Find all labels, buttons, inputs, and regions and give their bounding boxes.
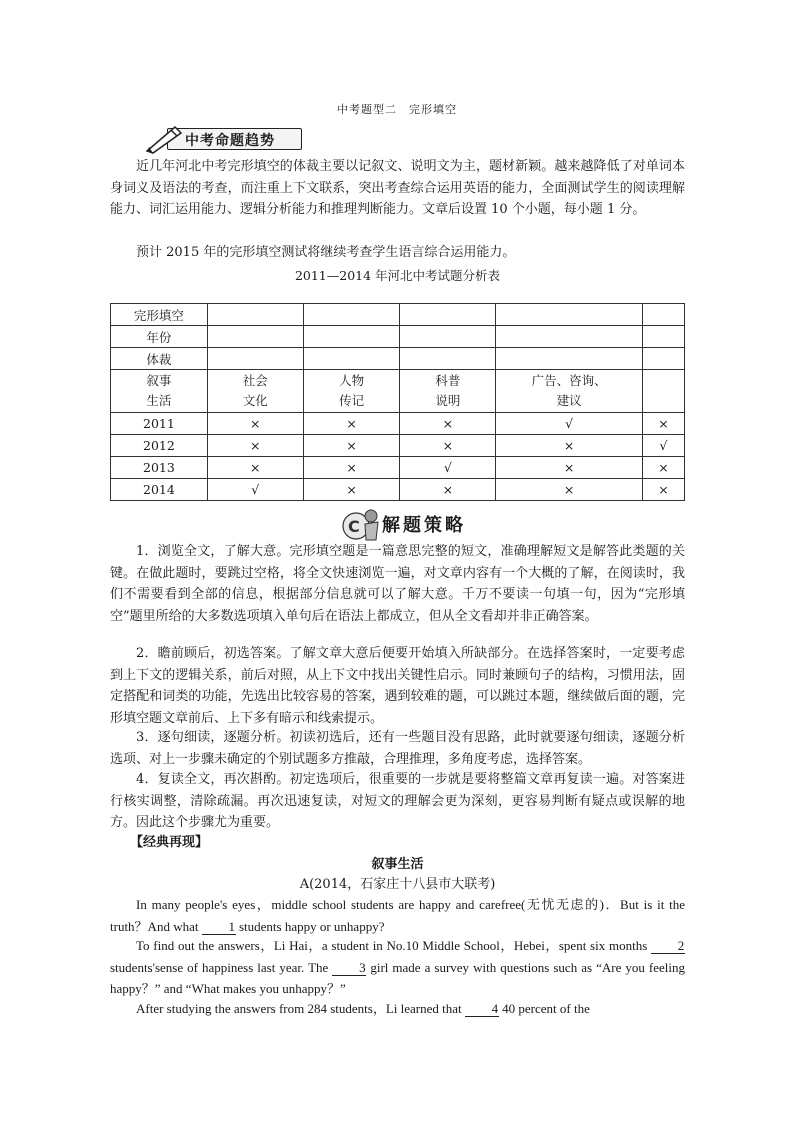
mark-cell: ×	[400, 435, 496, 457]
mascot-icon	[340, 506, 382, 542]
trend-paragraph-1: 近几年河北中考完形填空的体裁主要以记叙文、说明文为主，题材新颖。越来越降低了对单词本身词义及语法的考查，而注重上下文联系，突出考查综合运用英语的能力，全面测试学生的阅读理解能力、词汇运用能力、逻辑分析能力和推理判断能力。文章后设置 10 个小题，每小题 1 分。	[110, 159, 685, 217]
genre-cell: 社会 文化	[207, 370, 303, 413]
table-row	[111, 479, 685, 501]
mark-cell: ×	[303, 413, 400, 435]
year-cell: 2012	[111, 435, 208, 457]
table-header-row	[111, 326, 685, 348]
mark-cell: √	[400, 457, 496, 479]
passage-paragraph-3: After studying the answers from 284 students，Li learned that 4 40 percent of the	[136, 1001, 590, 1016]
table-row	[111, 457, 685, 479]
table-caption: 2011—2014 年河北中考试题分析表	[294, 268, 501, 283]
mark-cell: ×	[400, 479, 496, 501]
genre-cell: 叙事 生活	[111, 370, 208, 413]
table-header-cell: 体裁	[111, 348, 208, 370]
section-title: 中考题型二 完形填空	[337, 103, 457, 116]
genre-cell: 科普 说明	[400, 370, 496, 413]
table-genre-row	[111, 370, 685, 413]
mark-cell: ×	[207, 457, 303, 479]
mark-cell: ×	[303, 435, 400, 457]
mark-cell: √	[496, 413, 643, 435]
genre-cell: 人物 传记	[303, 370, 400, 413]
genre-cell: 广告、咨询、 建议	[496, 370, 643, 413]
mark-cell: ×	[643, 479, 685, 501]
strategy-step-2: 2．瞻前顾后，初选答案。了解文章大意后便要开始填入所缺部分。在选择答案时，一定要考虑到上下文的逻辑关系，前后对照，从上下文中找出关键性启示。同时兼顾句子的结构，习惯用法，固定搭配和词类的功能，先选出比较容易的答案，遇到较难的题，可以跳过本题，继续做后面的题，完形填空题文章前后、上下多有暗示和线索提示。	[110, 646, 685, 726]
year-cell: 2014	[111, 479, 208, 501]
trend-paragraph-2: 预计 2015 年的完形填空测试将继续考查学生语言综合运用能力。	[136, 245, 516, 260]
mark-cell: ×	[207, 435, 303, 457]
table-header-cell: 年份	[111, 326, 208, 348]
table-header-cell: 完形填空	[111, 304, 208, 326]
pen-icon	[145, 121, 185, 155]
blank-1[interactable]: 1	[202, 919, 236, 935]
strategy-step-3: 3．逐句细读，逐题分析。初读初选后，还有一些题目没有思路，此时就要逐句细读，逐题分析选项、对上一步骤未确定的个别试题多方推敲，合理推理，多角度考虑，选择答案。	[110, 730, 685, 767]
strategy-step-1: 1．浏览全文，了解大意。完形填空题是一篇意思完整的短文，准确理解短文是解答此类题的关键。在做此题时，要跳过空格，将全文快速浏览一遍，对文章内容有一个大概的了解，在阅读时，我们不需要看到全部的信息，根据部分信息就可以了解大意。千万不要读一句填一句，因为“完形填空”题里所给的大多数选项填入单句后在语法上都成立，但从全文看却并非正确答案。	[110, 544, 685, 624]
table-row	[111, 413, 685, 435]
mark-cell: ×	[496, 479, 643, 501]
mark-cell: √	[643, 435, 685, 457]
mark-cell: ×	[303, 457, 400, 479]
table-header-row	[111, 348, 685, 370]
mark-cell: ×	[643, 413, 685, 435]
table-row	[111, 435, 685, 457]
mark-cell: ×	[496, 457, 643, 479]
mark-cell: ×	[303, 479, 400, 501]
passage-paragraph-2: To find out the answers，Li Hai，a student in No.10 Middle School，Hebei，spent six months 2 students'sense of happiness last year. The 3 girl made a survey with questions such as “Are you feeling happy？” and “What makes you unhappy？”	[110, 938, 685, 996]
mark-cell: ×	[207, 413, 303, 435]
year-cell: 2013	[111, 457, 208, 479]
strategy-banner	[340, 506, 490, 540]
mark-cell: ×	[400, 413, 496, 435]
analysis-table	[110, 303, 685, 501]
passage-paragraph-1: In many people's eyes，middle school students are happy and carefree(无忧无虑的)．But is it the truth？And what 1 students happy or unhappy?	[110, 897, 685, 934]
mark-cell: ×	[496, 435, 643, 457]
mark-cell: √	[207, 479, 303, 501]
passage-title: A(2014，石家庄十八县市大联考)	[299, 877, 496, 892]
strategy-banner-label: 解题策略	[382, 515, 466, 536]
blank-3[interactable]: 3	[332, 960, 366, 976]
trend-banner-label: 中考命题趋势	[185, 133, 275, 149]
svg-text:C: C	[348, 517, 360, 536]
strategy-step-4: 4．复读全文，再次斟酌。初定选项后，很重要的一步就是要将整篇文章再复读一遍。对答案进行核实调整，清除疏漏。再次迅速复读，对短文的理解会更为深刻，更容易判断有疑点或误解的地方。因此这个步骤尤为重要。	[110, 772, 685, 830]
trend-banner	[145, 121, 305, 153]
genre-cell	[643, 370, 685, 413]
blank-4[interactable]: 4	[465, 1001, 499, 1017]
classic-label: 【经典再现】	[130, 835, 209, 850]
genre-title: 叙事生活	[371, 857, 424, 872]
mark-cell: ×	[643, 457, 685, 479]
table-header-row	[111, 304, 685, 326]
blank-2[interactable]: 2	[651, 938, 685, 954]
year-cell: 2011	[111, 413, 208, 435]
